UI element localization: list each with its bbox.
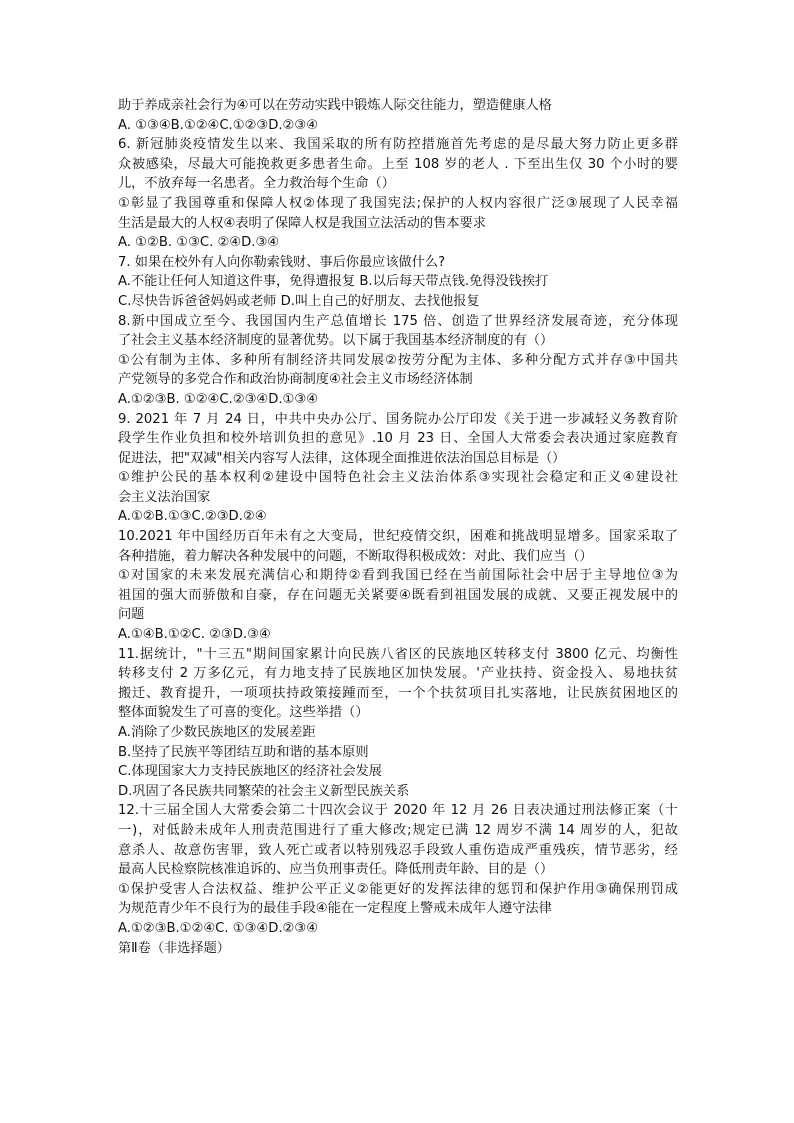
question-9-statements: ①维护公民的基本权利②建设中国特色社会主义法治体系③实现社会稳定和正义④建设社 (118, 470, 678, 486)
question-11-option-c: C.体现国家大力支持民族地区的经济社会发展 (118, 764, 382, 780)
question-6-text: 众被感染，尽最大可能挽救更多患者生命。上至 108 岁的老人 . 下至出生仅 30 个小时的婴 (118, 156, 678, 172)
question-7-options: C.尽快告诉爸爸妈妈或老师 D.叫上自己的好朋友、去找他报复 (118, 293, 480, 309)
question-8-statements: 产党领导的多党合作和政治协商制度④社会主义市场经济体制 (118, 372, 473, 388)
question-11-option-d: D.巩固了各民族共同繁荣的社会主义新型民族关系 (118, 783, 410, 799)
question-9-text: 9. 2021 年 7 月 24 日，中共中央办公厅、国务院办公厅印发《关于进一步减轻义务教育阶 (118, 411, 678, 427)
question-7-options: A.不能让任何人知道这件事，免得遭报复 B.以后每天带点钱.免得没钱挨打 (118, 274, 549, 290)
question-11-option-b: B.坚持了民族平等团结互助和谐的基本原则 (118, 744, 369, 760)
question-10-statements: 问题 (118, 607, 145, 623)
question-9-text: 促进法，把"双减"相关内容写人法律，这体现全面推进依法治国总目标是（） (118, 450, 566, 466)
question-12-statements: 为规范青少年不良行为的最佳手段④能在一定程度上警戒未成年人遵守法律 (118, 901, 552, 917)
question-8-text: 了社会主义基本经济制度的显著优势。以下属于我国基本经济制度的有（） (118, 333, 554, 349)
question-11-option-a: A.消除了少数民族地区的发展差距 (118, 725, 316, 740)
question-12-text: 一)，对低龄未成年人刑责范围进行了重大修改;规定已满 12 周岁不满 14 周岁的人，犯故 (118, 822, 678, 838)
question-8-statements: ①公有制为主体、多种所有制经济共同发展②按劳分配为主体、多种分配方式并存③中国共 (118, 352, 678, 368)
question-8-text: 8.新中国成立至今、我国国内生产总值增长 175 倍、创造了世界经济发展奇迹，充分体现 (118, 313, 678, 329)
question-11-text: 转移支付 2 万多亿元，有力地支持了民族地区加快发展。'产业扶持、资金投入、易地扶贫 (118, 666, 678, 682)
question-6-text: 6. 新冠肺炎疫情发生以来、我国采取的所有防控措施首先考虑的是尽最大努力防止更多群 (118, 137, 678, 153)
question-12-statements: ①保护受害人合法权益、维护公平正义②能更好的发挥法律的惩罚和保护作用③确保刑罚成 (118, 881, 678, 897)
question-10-text: 各种措施，着力解决各种发展中的问题，不断取得积极成效：对此、我们应当（） (118, 548, 593, 564)
question-6-statements: ①彰显了我国尊重和保障人权②体现了我国宪法;保护的人权内容很广泛③展现了人民幸福 (118, 195, 678, 211)
question-10-statements: ①对国家的未来发展充满信心和期待②看到我国已经在当前国际社会中居于主导地位③为 (118, 568, 678, 584)
question-6-text: 儿，不放弃每一名患者。全力救治每个生命（） (118, 176, 395, 192)
question-11-text: 整体面貌发生了可喜的变化。这些举措（） (118, 705, 369, 721)
answer-options: A.①④B.①②C. ②③D.③④ (118, 627, 271, 643)
question-6-statements: 生活是最大的人权④表明了保障人权是我国立法活动的售本要求 (118, 215, 486, 231)
text-line: 助于养成亲社会行为④可以在劳动实践中锻炼人际交往能力，塑造健康人格 (118, 98, 552, 113)
question-12-text: 12.十三届全国人大常委会第二十四次会议于 2020 年 12 月 26 日表决通过刑法修正案（十 (118, 803, 678, 819)
answer-options: A.①②③B. ①②④C.②③④D.①③④ (118, 391, 319, 407)
question-9-text: 段学生作业负担和校外培训负担的意见》.10 月 23 日、全国人大常委会表决通过家庭教育 (118, 431, 678, 447)
answer-options: A. ①③④B.①②④C.①②③D.②③④ (118, 117, 319, 133)
question-12-text: 意杀人、故意伤害罪，致人死亡或者以特别残忍手段致人重伤造成严重残疾，情节恶劣，经 (118, 842, 678, 858)
answer-options: A.①②③B.①②④C. ①③④D.②③④ (118, 920, 319, 936)
question-9-statements: 会主义法治国家 (118, 489, 211, 505)
question-7-text: 7. 如果在校外有人向你勒索钱财、事后你最应该做什么? (118, 254, 446, 270)
answer-options: A. ①②B. ①③C. ②④D.③④ (118, 235, 280, 251)
question-10-text: 10.2021 年中国经历百年未有之大变局，世纪疫情交织，困难和挑战明显增多。国家采取了 (118, 529, 678, 545)
question-10-statements: 祖国的强大而骄傲和自豪，存在问题无关紧要④既看到祖国发展的成就、又要正视发展中的 (118, 587, 678, 603)
answer-options: A.①②B.①③C.②③D.②④ (118, 509, 267, 525)
section-heading: 第Ⅱ卷（非选择题） (118, 940, 230, 956)
question-12-text: 最高人民检察院核准追诉的、应当负刑事责任。降低刑责年龄、目的是（） (118, 862, 554, 878)
document-page (118, 96, 678, 958)
question-11-text: 搬迁、教育提升，一项项扶持政策接踵而至，一个个扶贫项目扎实落地，让民族贫困地区的 (118, 685, 678, 701)
question-11-text: 11.据统计，"十三五"期间国家累计向民族八省区的民族地区转移支付 3800 亿元、均衡性 (118, 646, 678, 662)
